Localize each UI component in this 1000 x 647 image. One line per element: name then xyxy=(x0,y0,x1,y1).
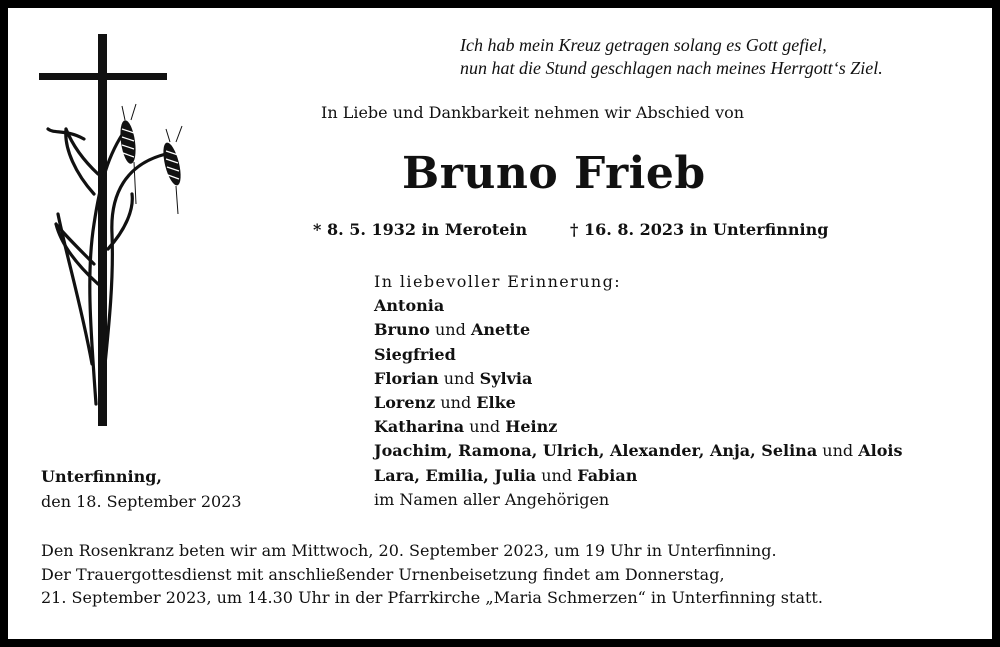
quote-line-2: nun hat die Stund geschlagen nach meines Herrgott‘s Ziel. xyxy=(460,58,883,78)
place: Unterfinning, xyxy=(41,467,162,486)
intro-text: In Liebe und Dankbarkeit nehmen wir Abschied von xyxy=(321,103,745,122)
mourner-line: Antonia xyxy=(374,296,445,316)
mourners-list xyxy=(374,270,902,512)
place-and-date xyxy=(41,464,242,514)
mourner-line: Lara, Emilia, Julia und Fabian xyxy=(374,465,638,485)
mourner-line: Siegfried xyxy=(374,344,456,364)
quote-line-1: Ich hab mein Kreuz getragen solang es Gott gefiel, xyxy=(460,35,827,55)
quote-verse xyxy=(460,34,883,80)
service-line-2: Der Trauergottesdienst mit anschließender Urnenbeisetzung findet am Donnerstag, xyxy=(41,564,725,584)
deceased-name: Bruno Frieb xyxy=(402,148,706,199)
service-details xyxy=(41,539,823,610)
mourner-line: Katharina und Heinz xyxy=(374,417,558,437)
notice-date: den 18. September 2023 xyxy=(41,492,242,511)
death-date: † 16. 8. 2023 in Unterfinning xyxy=(570,220,829,239)
mourner-line: Florian und Sylvia xyxy=(374,368,533,388)
mourner-line: Lorenz und Elke xyxy=(374,393,516,413)
birth-date: * 8. 5. 1932 in Merotein xyxy=(313,220,528,239)
mourner-line: Bruno und Anette xyxy=(374,320,531,340)
mourners-closing: im Namen aller Angehörigen xyxy=(374,489,610,509)
mourner-line: Joachim, Ramona, Ulrich, Alexander, Anja, Selina und Alois xyxy=(374,441,903,461)
cross-with-wheat-icon xyxy=(36,34,196,426)
mourners-heading: In liebevoller Erinnerung: xyxy=(374,272,622,291)
service-line-1: Den Rosenkranz beten wir am Mittwoch, 20. September 2023, um 19 Uhr in Unterfinning. xyxy=(41,541,777,560)
service-line-3: 21. September 2023, um 14.30 Uhr in der Pfarrkirche „Maria Schmerzen“ in Unterfinning statt. xyxy=(41,588,823,607)
